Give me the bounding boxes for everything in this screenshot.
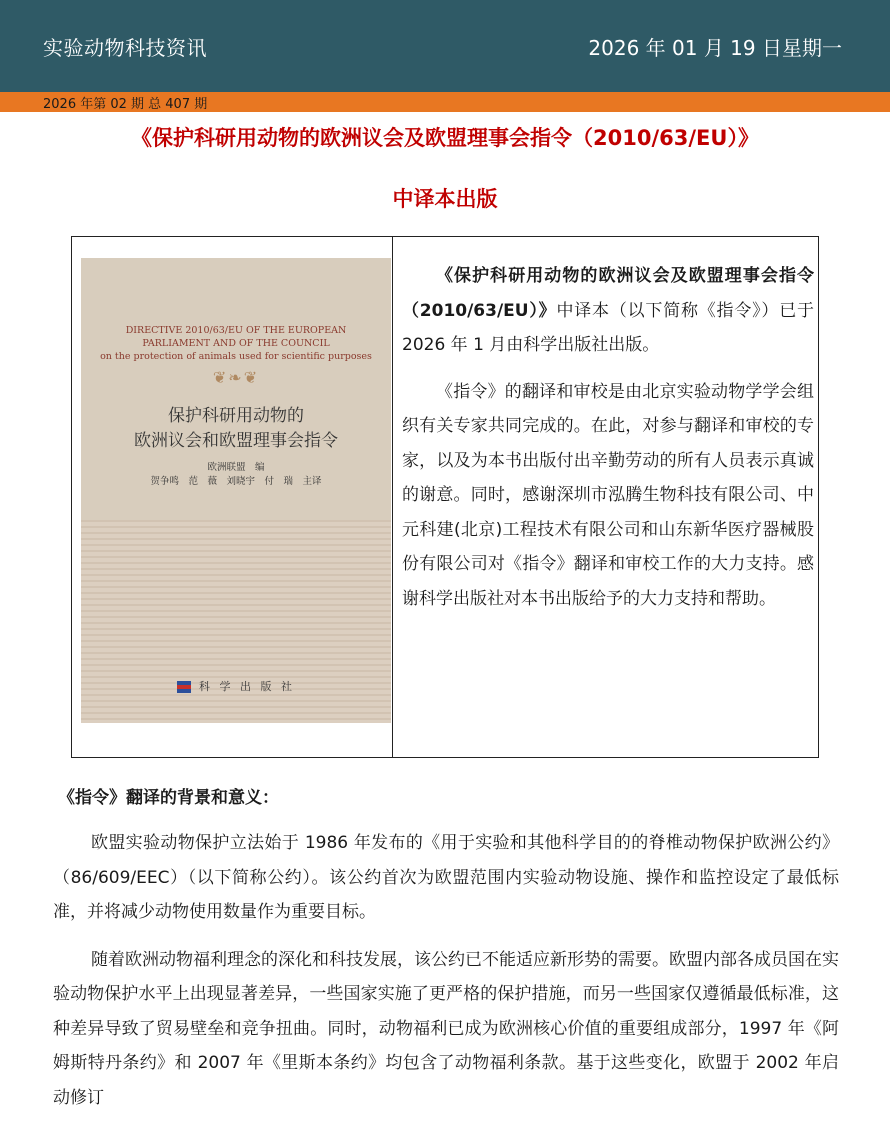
- box-divider: [392, 237, 393, 757]
- book-info-box: [71, 236, 819, 758]
- description-paragraph: 《指令》的翻译和审校是由北京实验动物学学会组织有关专家共同完成的。在此，对参与翻译和审校的专家，以及为本书出版付出辛勤劳动的所有人员表示真诚的谢意。同时，感谢深圳市泓腾生物科技有限公司、中元科建(北京)工程技术有限公司和山东新华医疗器械股份有限公司对《指令》翻译和审校工作的大力支持。感谢科学出版社对本书出版给予的大力支持和帮助。: [402, 381, 814, 609]
- cover-english-line: PARLIAMENT AND OF THE COUNCIL: [142, 338, 330, 349]
- body-paragraph: 随着欧洲动物福利理念的深化和科技发展，该公约已不能适应新形势的需要。欧盟内部各成员国在实验动物保护水平上出现显著差异，一些国家实施了更严格的保护措施，而另一些国家仅遵循最低标准，这种差异导致了贸易壁垒和竞争扭曲。同时，动物福利已成为欧洲核心价值的重要组成部分，1997 年《阿姆斯特丹条约》和 2007 年《里斯本条约》均包含了动物福利条款。基于这些变化，欧盟于 2002 年启动修订: [53, 949, 839, 1108]
- issue-number: 2026 年第 02 期 总 407 期: [43, 97, 208, 112]
- description-paragraph: [402, 259, 814, 363]
- cover-ornament-icon: ❦❧❦: [212, 368, 260, 387]
- section-body: [53, 826, 839, 1128]
- body-paragraph: 欧盟实验动物保护立法始于 1986 年发布的《用于实验和其他科学目的的脊椎动物保护欧洲公约》（86/609/EEC）（以下简称公约）。该公约首次为欧盟范围内实验动物设施、操作和监控设定了最低标准，并将减少动物使用数量作为重要目标。: [53, 833, 839, 922]
- cover-editor: 欧洲联盟 编: [207, 462, 265, 473]
- publication-name: 实验动物科技资讯: [43, 36, 207, 60]
- cover-chinese-line: 欧洲议会和欧盟理事会指令: [134, 431, 338, 451]
- cover-english-line: DIRECTIVE 2010/63/EU OF THE EUROPEAN: [125, 325, 347, 336]
- description-text: 中译本（以下简称《指令》）已于 2026 年 1 月由科学出版社出版。: [402, 300, 815, 355]
- publication-date: 2026 年 01 月 19 日星期一: [588, 36, 842, 60]
- article-subtitle: 中译本出版: [392, 187, 498, 211]
- book-description: [402, 259, 814, 628]
- cover-translators: 贺争鸣 范 薇 刘晓宇 付 瑞 主译: [150, 476, 322, 487]
- book-cover-image: [81, 258, 391, 723]
- cover-credits: [81, 461, 391, 489]
- cover-publisher-name: 科 学 出 版 社: [199, 680, 295, 693]
- cover-english-line: on the protection of animals used for scientific purposes: [100, 351, 372, 362]
- publisher-logo-icon: [177, 681, 191, 693]
- issue-bar: [0, 92, 890, 112]
- description-bold-title: 《保护科研用动物的欧洲议会及欧盟理事会指令（2010/63/EU）》: [402, 266, 814, 321]
- section-heading: 《指令》翻译的背景和意义：: [58, 788, 279, 808]
- cover-publisher: [81, 678, 391, 694]
- cover-chinese-line: 保护科研用动物的: [168, 406, 304, 426]
- page-header: [0, 0, 890, 92]
- cover-chinese-title: [81, 404, 391, 454]
- article-title: 《保护科研用动物的欧洲议会及欧盟理事会指令（2010/63/EU）》: [131, 126, 759, 150]
- cover-english-title: [81, 324, 391, 363]
